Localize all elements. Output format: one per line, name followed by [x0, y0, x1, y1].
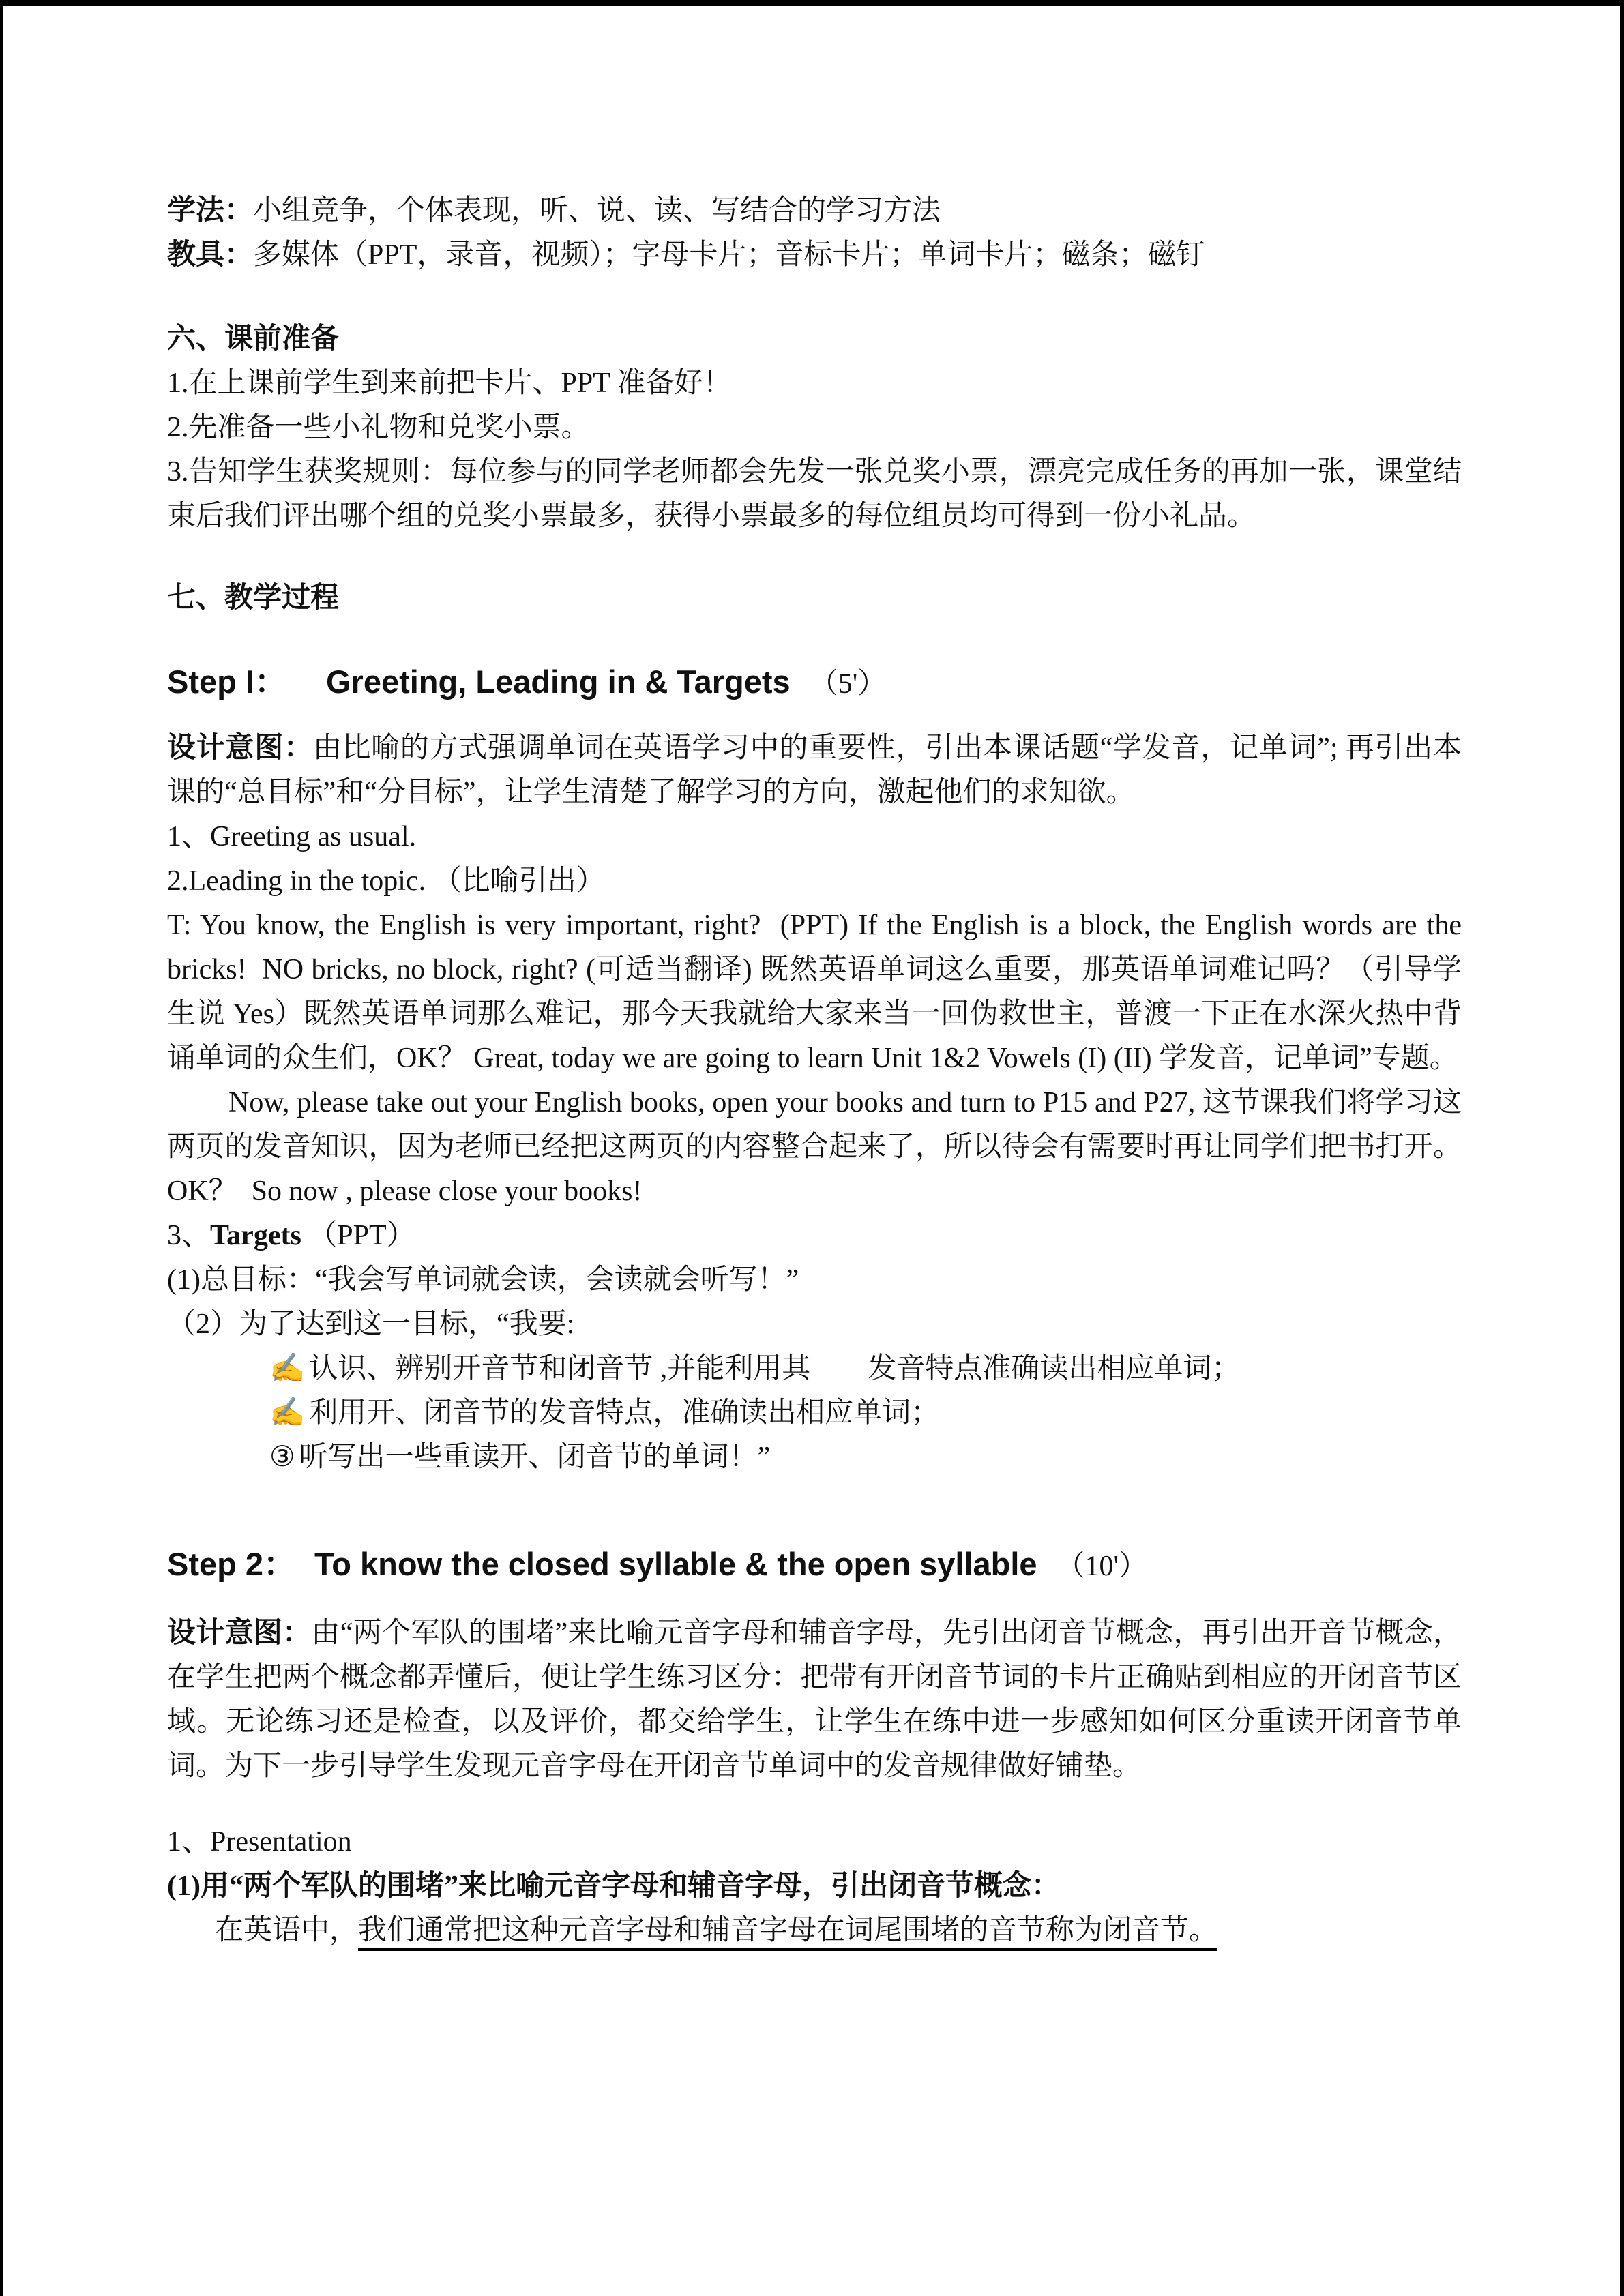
step1-item-targets [167, 1214, 1462, 1258]
step1-target-sub: （2）为了达到这一目标，“我要: [167, 1309, 575, 1340]
targets-ppt: （PPT） [301, 1220, 415, 1251]
step2-duration: （10'） [1056, 1551, 1148, 1582]
target-bullet-1-text: 认识、辨别开音节和闭音节 ,并能利用其 发音特点准确读出相应单词； [309, 1353, 1241, 1384]
methods-line [167, 189, 1462, 233]
step2-design-text: 由“两个军队的围堵”来比喻元音字母和辅音字母，先引出闭音节概念，再引出开音节概念，在学生把两个概念都弄懂后，便让学生练习区分：把带有开闭音节词的卡片正确贴到相应的开闭音节区域。无论练习还是检查，以及评价，都交给学生，让学生在练中进一步感知如何区分重读开闭音节单词。为下一步引导学生发现元音字母在开闭音节单词中的发音规律做好铺垫。 [167, 1617, 1462, 1782]
circled-three-icon: ③ [269, 1442, 295, 1473]
prep-item-1: 1.在上课前学生到来前把卡片、PPT 准备好！ [167, 368, 732, 399]
closed-syllable-definition [167, 1909, 1462, 1953]
target-bullet-3-text: 听写出一些重读开、闭音节的单词！” [299, 1442, 771, 1473]
writing-hand-icon: ✍ [269, 1353, 306, 1384]
step1-item-leading: 2.Leading in the topic. （比喻引出） [167, 865, 605, 897]
step2-point1: (1)用“两个军队的围堵”来比喻元音字母和辅音字母，引出闭音节概念： [167, 1870, 1060, 1902]
section-six-heading: 六、课前准备 [167, 323, 340, 355]
step1-teacher-dialog: T: You know, the English is very important, right? (PPT) If the English is a block, the English words are the bricks! NO bricks, no block, right? (可适当翻译) 既然英语单词这么重要，那英语单词难记吗？（引导学生说 Yes）既然英语单词那么难记，那今天我就给大家来当一回伪救世主，普渡一下正在水深火热中背诵单词的众生们，OK？ Great, today we are going to learn Unit 1&2 Vowels (I) (II) 学发音，记单词”专题。 [167, 910, 1469, 1074]
step1-item-greeting: 1、Greeting as usual. [167, 821, 417, 852]
section-seven-heading: 七、教学过程 [167, 582, 340, 614]
definition-prefix: 在英语中， [215, 1915, 359, 1946]
step1-title: Greeting, Leading in & Targets [325, 664, 791, 700]
step1-heading [167, 657, 1462, 709]
step1-design-intent [167, 726, 1462, 815]
targets-number: 3、 [167, 1220, 211, 1251]
writing-hand-icon: ✍ [269, 1397, 306, 1429]
lesson-plan-content [3, 6, 1620, 1953]
step2-heading [167, 1540, 1462, 1591]
target-bullet-1 [167, 1347, 1462, 1391]
step1-paragraph-books: Now, please take out your English books, open your books and turn to P15 and P27, 这节课我们将学习这两页的发音知识，因为老师已经把这两页的内容整合起来了，所以待会有需要时再让同学们把书打开。OK？ So now , please close your books! [167, 1087, 1462, 1207]
methods-text: 小组竞争，个体表现，听、说、读、写结合的学习方法 [253, 195, 941, 226]
step1-prefix: Step I： [167, 664, 286, 700]
tools-text: 多媒体（PPT，录音，视频）；字母卡片；音标卡片；单词卡片；磁条；磁钉 [253, 239, 1205, 271]
target-bullet-3 [167, 1435, 1462, 1480]
step1-design-text: 由比喻的方式强调单词在英语学习中的重要性，引出本课话题“学发音，记单词”; 再引出本课的“总目标”和“分目标”，让学生清楚了解学习的方向，激起他们的求知欲。 [167, 732, 1462, 808]
tools-label: 教具： [167, 239, 254, 271]
step2-design-label: 设计意图： [167, 1617, 312, 1649]
prep-item-3: 3.告知学生获奖规则：每位参与的同学老师都会先发一张兑奖小票，漂亮完成任务的再加一张，课堂结束后我们评出哪个组的兑奖小票最多，获得小票最多的每位组员均可得到一份小礼品。 [167, 456, 1462, 532]
step2-title: To know the closed syllable & the open syllable [314, 1546, 1037, 1582]
step2-design-intent [167, 1611, 1462, 1789]
step2-presentation: 1、Presentation [167, 1826, 352, 1858]
step2-prefix: Step 2： [167, 1546, 296, 1582]
target-bullet-2 [167, 1391, 1462, 1435]
methods-label: 学法： [167, 195, 254, 226]
step1-design-label: 设计意图： [167, 732, 313, 764]
document-page [3, 6, 1620, 2296]
step1-duration: （5'） [809, 668, 887, 700]
prep-item-2: 2.先准备一些小礼物和兑奖小票。 [167, 412, 590, 443]
tools-line [167, 233, 1462, 278]
step1-target-overall: (1)总目标：“我会写单词就会读，会读就会听写！” [167, 1264, 799, 1296]
definition-underlined-text: 我们通常把这种元音字母和辅音字母在词尾围堵的音节称为闭音节。 [358, 1915, 1217, 1951]
target-bullet-2-text: 利用开、闭音节的发音特点，准确读出相应单词； [309, 1397, 940, 1429]
targets-word: Targets [210, 1220, 301, 1251]
